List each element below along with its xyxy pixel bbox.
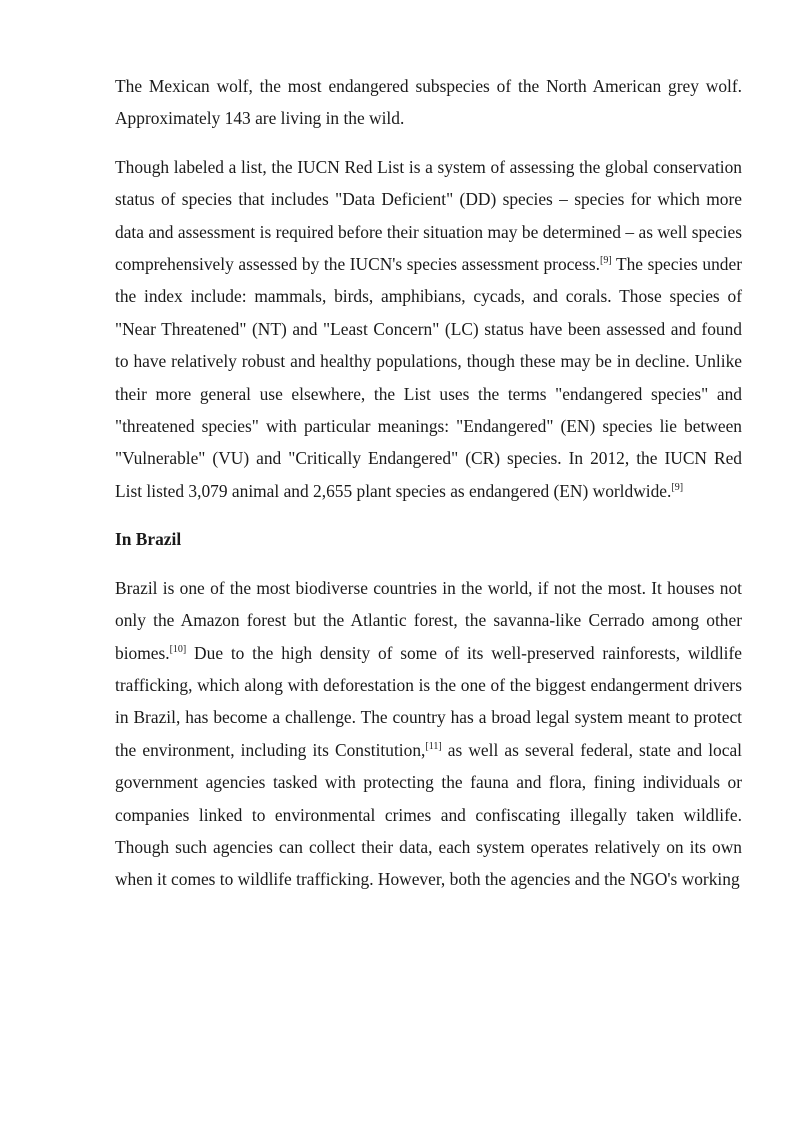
iucn-paragraph — [115, 151, 742, 507]
section-heading-brazil: In Brazil — [115, 529, 182, 550]
reference-9-second[interactable]: [9] — [671, 481, 684, 493]
image-caption: The Mexican wolf, the most endangered subspecies of the North American grey wolf. Approximately 143 are living in the wild. — [115, 76, 742, 129]
reference-11[interactable]: [11] — [425, 740, 442, 752]
reference-9[interactable]: [9] — [599, 255, 612, 267]
brazil-paragraph — [115, 572, 742, 896]
iucn-text-1: Though labeled a list, the IUCN Red List is a system of assessing the global conservation status of species that includes "Data Deficient" (DD) species – species for which more data and assessment is required before their situation may be determined – as well species comprehensively assessed by the IUCN's species assessment process. — [115, 156, 742, 275]
document-page — [115, 70, 742, 912]
brazil-text-2: Due to the high density of some of its well-preserved rainforests, wildlife trafficking, which along with deforestation is the one of the biggest endangerment drivers in Brazil, has become a challenge. The country has a broad legal system meant to protect the environment, including its Constitution, — [115, 642, 742, 760]
iucn-text-2: The species under the index include: mammals, birds, amphibians, cycads, and corals. Those species of "Near Threatened" (NT) and "Least Concern" (LC) status have been assessed and found to have relatively robust and healthy populations, though these may be in decline. Unlike their more general use elsewhere, the List uses the terms "endangered species" and "threatened species" with particular meanings: "Endangered" (EN) species lie between "Vulnerable" (VU) and "Critically Endangered" (CR) species. In 2012, the IUCN Red List listed 3,079 animal and 2,655 plant species as endangered (EN) worldwide. — [115, 254, 742, 501]
brazil-text-3: as well as several federal, state and local government agencies tasked with protecting the fauna and flora, fining individuals or companies linked to environmental crimes and confiscating illegally taken wildlife. Though such agencies can collect their data, each system operates relatively on its own when it comes to wildlife trafficking. However, both the agencies and the NGO's working — [115, 739, 742, 890]
brazil-text-1: Brazil is one of the most biodiverse countries in the world, if not the most. It houses not only the Amazon forest but the Atlantic forest, the savanna-like Cerrado among other biomes. — [115, 577, 742, 663]
reference-10[interactable]: [10] — [169, 643, 187, 655]
